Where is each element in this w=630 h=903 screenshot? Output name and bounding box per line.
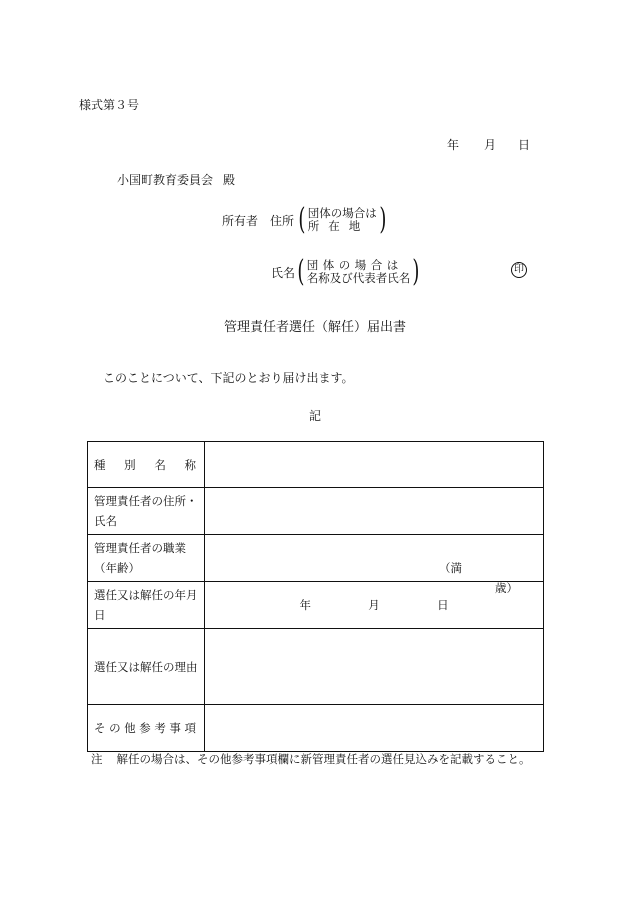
- seal-mark: 印: [511, 262, 527, 278]
- owner-name-note-line1: 団体の場合は: [306, 258, 403, 272]
- form-number: 様式第３号: [79, 98, 140, 112]
- date-month-label: 月: [484, 138, 497, 152]
- document-title: 管理責任者選任（解任）届出書: [223, 320, 406, 335]
- owner-name-label: 氏名: [271, 265, 296, 280]
- footnote-mark: 注: [91, 752, 103, 766]
- manager-address-label: 管理責任者の住所・氏名: [88, 488, 205, 535]
- other-notes-label: そ の 他 参 考 事 項: [88, 705, 205, 752]
- type-name-field[interactable]: [205, 442, 544, 488]
- close-paren: ): [379, 202, 387, 237]
- owner-address-note: [308, 207, 377, 233]
- type-name-label: 種 別 名 称: [88, 442, 205, 488]
- ki-heading: 記: [308, 409, 321, 423]
- addressee-honorific: 殿: [223, 173, 236, 187]
- owner-address-note-line2: 所在地: [307, 219, 370, 233]
- owner-address-block: [222, 202, 388, 237]
- reason-label: 選任又は解任の理由: [88, 629, 205, 705]
- footnote-text: 解任の場合は、その他参考事項欄に新管理責任者の選任見込みを記載すること。: [116, 752, 531, 766]
- owner-name-block: [271, 254, 422, 289]
- close-paren: ): [412, 254, 420, 289]
- date-year-label: 年: [447, 138, 460, 152]
- manager-occupation-label: 管理責任者の職業 （年齢）: [88, 535, 205, 582]
- owner-name-note: [307, 259, 411, 285]
- age-field: （満歳）: [439, 561, 518, 595]
- footnote: [91, 751, 531, 767]
- addressee-name: 小国町教育委員会: [117, 173, 214, 187]
- addressee: [117, 171, 235, 188]
- appointment-date-field[interactable]: 年 月 日: [205, 582, 544, 629]
- open-paren: (: [298, 202, 306, 237]
- table-row: [88, 705, 544, 752]
- open-paren: (: [297, 254, 305, 289]
- intro-text: このことについて、下記のとおり届け出ます。: [103, 371, 354, 385]
- table-row: [88, 488, 544, 535]
- reason-field[interactable]: [205, 629, 544, 705]
- owner-name-note-line2: 名称及び代表者氏名: [306, 271, 411, 285]
- owner-address-note-line1: 団体の場合は: [307, 206, 377, 220]
- table-row: [88, 535, 544, 582]
- appointment-date-label: 選任又は解任の年月日: [88, 582, 205, 629]
- manager-address-field[interactable]: [205, 488, 544, 535]
- manager-occupation-field[interactable]: [205, 535, 544, 595]
- table-row: [88, 629, 544, 705]
- table-row: [88, 442, 544, 488]
- date-day-label: 日: [518, 138, 531, 152]
- other-notes-field[interactable]: [205, 705, 544, 752]
- details-table: [87, 441, 544, 752]
- owner-address-label: 所有者 住所: [222, 213, 295, 228]
